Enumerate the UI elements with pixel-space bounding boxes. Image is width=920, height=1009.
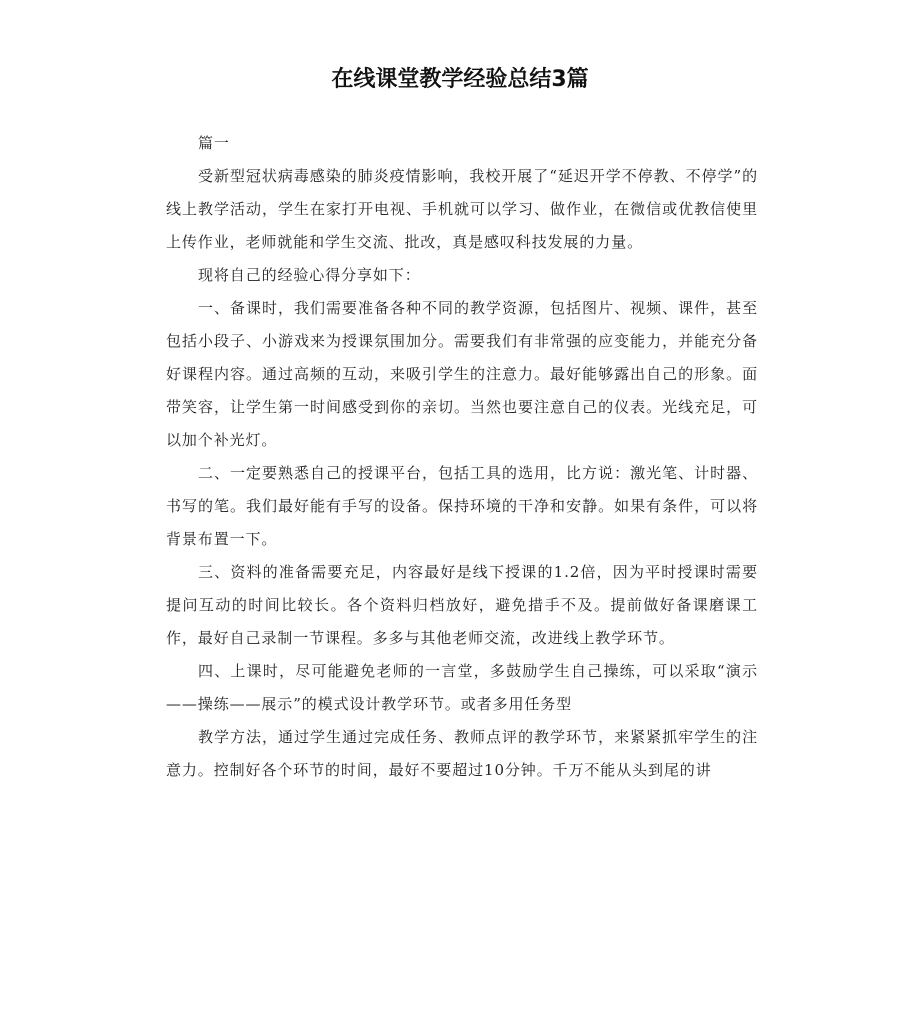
paragraph-teaching-method: 教学方法，通过学生通过完成任务、教师点评的教学环节，来紧紧抓牢学生的注意力。控制好各个环节的时间，最好不要超过10分钟。千万不能从头到尾的讲 [166, 728, 758, 779]
document-title: 在线课堂教学经验总结3篇 [331, 67, 589, 92]
paragraph-point-2: 二、一定要熟悉自己的授课平台，包括工具的选用，比方说：激光笔、计时器、书写的笔。我们最好能有手写的设备。保持环境的干净和安静。如果有条件，可以将背景布置一下。 [166, 464, 758, 548]
paragraph-share: 现将自己的经验心得分享如下： [198, 266, 421, 284]
paragraph-point-4: 四、上课时，尽可能避免老师的一言堂，多鼓励学生自己操练，可以采取“演示——操练——展示”的模式设计教学环节。或者多用任务型 [166, 662, 758, 713]
paragraph-intro: 受新型冠状病毒感染的肺炎疫情影响，我校开展了“延迟开学不停教、不停学”的线上教学活动，学生在家打开电视、手机就可以学习、做作业，在微信或优教信使里上传作业，老师就能和学生交流、批改，真是感叹科技发展的力量。 [166, 167, 758, 251]
paragraph-point-1: 一、备课时，我们需要准备各种不同的教学资源，包括图片、视频、课件，甚至包括小段子、小游戏来为授课氛围加分。需要我们有非常强的应变能力，并能充分备好课程内容。通过高频的互动，来吸引学生的注意力。最好能够露出自己的形象。面带笑容，让学生第一时间感受到你的亲切。当然也要注意自己的仪表。光线充足，可以加个补光灯。 [166, 299, 758, 449]
section-heading: 篇一 [198, 134, 230, 152]
document-body [166, 127, 758, 787]
paragraph-point-3: 三、资料的准备需要充足，内容最好是线下授课的1.2倍，因为平时授课时需要提问互动的时间比较长。各个资料归档放好，避免措手不及。提前做好备课磨课工作，最好自己录制一节课程。多多与其他老师交流，改进线上教学环节。 [166, 563, 758, 647]
